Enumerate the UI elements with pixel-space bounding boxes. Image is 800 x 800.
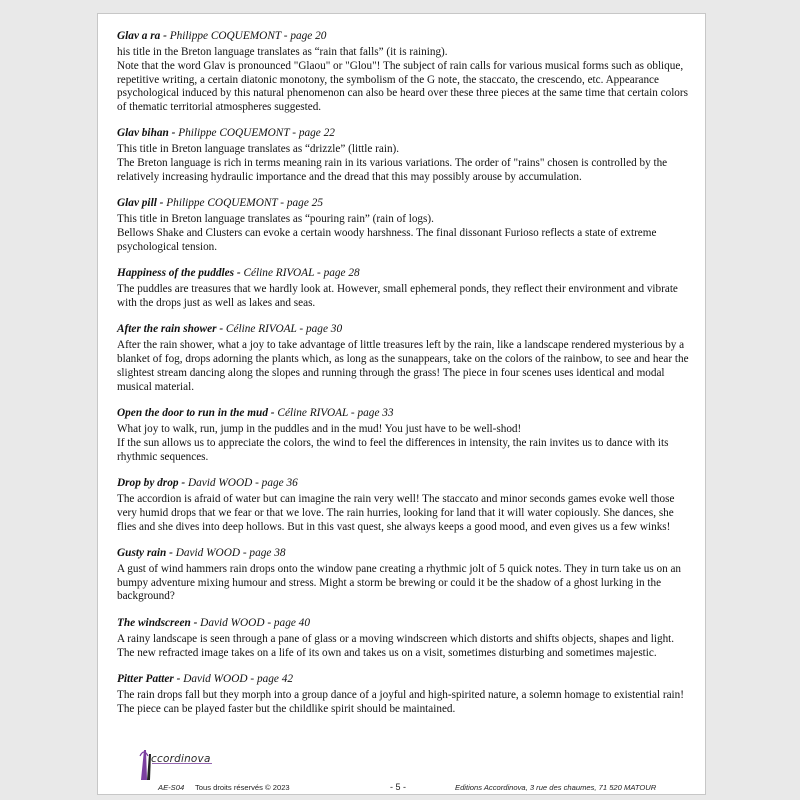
piece-section xyxy=(117,672,689,717)
piece-author-page: David WOOD - page 36 xyxy=(187,476,298,489)
piece-description: The Breton language is rich in terms meaning rain in its various variations. The order of "rains" chosen is controlled by the relatively increasing hydraulic importance and the dread that this may possibly arouse by accumulation. xyxy=(117,157,668,184)
piece-author-page: Céline RIVOAL - page 28 xyxy=(243,267,360,280)
piece-title: Glav a ra xyxy=(117,30,161,42)
piece-description: The accordion is afraid of water but can imagine the rain very well! The staccato and minor seconds games evoke well those very humid drops that we fear or that we love. The rain hurries, looking for land that it will water copiously. She dances, she flies and she dives into deep hollows. But in this vast quest, she always keeps a good mood, and even gives us a few winks! xyxy=(117,492,675,533)
piece-heading xyxy=(117,266,689,280)
piece-description: A gust of wind hammers rain drops onto the window pane creating a rhythmic jolt of 5 quick notes. They in turn take us on an bumpy adventure mixing humour and stress. Might a storm be brewing or could it be the shadow of a ghost lurking in the background? xyxy=(117,562,682,603)
piece-description: This title in Breton language translates as “drizzle” (little rain). xyxy=(117,143,400,156)
piece-heading xyxy=(117,322,689,336)
piece-author-page: David WOOD - page 38 xyxy=(175,546,286,559)
piece-description: This title in Breton language translates as “pouring rain” (rain of logs). xyxy=(117,213,434,226)
heading-separator: - xyxy=(156,197,167,210)
piece-section xyxy=(117,406,689,464)
heading-separator: - xyxy=(234,267,244,280)
piece-author-page: Céline RIVOAL - page 33 xyxy=(277,407,394,420)
piece-author-page: Philippe COQUEMONT - page 25 xyxy=(166,197,323,210)
piece-heading xyxy=(117,406,689,420)
piece-title: Pitter Patter xyxy=(117,672,174,685)
piece-section xyxy=(117,616,689,661)
piece-description: What joy to walk, run, jump in the puddles and in the mud! You just have to be well-shod! xyxy=(117,423,522,436)
copyright-notice: Tous droits réservés © 2023 xyxy=(195,783,290,792)
piece-author-page: Philippe COQUEMONT - page 20 xyxy=(169,30,327,42)
publisher-address: Editions Accordinova, 3 rue des chaumes, 71 520 MATOUR xyxy=(455,783,657,792)
piece-title: Glav pill xyxy=(117,197,157,210)
piece-section xyxy=(117,476,689,534)
piece-heading xyxy=(117,196,689,210)
piece-title: The windscreen xyxy=(117,616,191,629)
accordinova-logo xyxy=(138,746,216,780)
catalog-code: AE-S04 xyxy=(158,783,185,792)
page-number: - 5 - xyxy=(390,782,407,792)
piece-description: his title in the Breton language translates as “rain that falls” (it is raining). xyxy=(117,46,448,58)
piece-heading xyxy=(117,546,689,560)
piece-heading xyxy=(117,29,689,43)
heading-separator: - xyxy=(160,30,170,42)
piece-author-page: David WOOD - page 40 xyxy=(200,616,310,629)
piece-section xyxy=(117,266,689,311)
piece-title: Drop by drop xyxy=(117,476,179,489)
page-footer xyxy=(98,746,705,794)
piece-section xyxy=(117,29,689,115)
piece-author-page: Céline RIVOAL - page 30 xyxy=(225,323,343,336)
piece-description: The puddles are treasures that we hardly look at. However, small ephemeral ponds, they reflect their environment and vibrate with the drops just as well as lakes and seas. xyxy=(117,283,678,310)
logo-text: ccordinova xyxy=(151,753,211,765)
piece-section xyxy=(117,322,689,394)
piece-section xyxy=(117,126,689,184)
piece-section xyxy=(117,196,689,254)
piece-title: Happiness of the puddles xyxy=(117,267,235,280)
piece-title: Open the door to run in the mud xyxy=(117,407,268,420)
piece-description: If the sun allows us to appreciate the colors, the wind to feel the differences in intensity, the rain invites us to dance with its rhythmic sequences. xyxy=(117,436,669,463)
piece-description: Bellows Shake and Clusters can evoke a certain woody harshness. The final dissonant Furioso reflects a state of extreme psychological tension. xyxy=(117,227,657,253)
heading-separator: - xyxy=(190,616,201,629)
heading-separator: - xyxy=(216,323,226,336)
heading-separator: - xyxy=(168,127,179,140)
piece-heading xyxy=(117,126,689,140)
heading-separator: - xyxy=(267,407,278,420)
piece-description: A rainy landscape is seen through a pane of glass or a moving windscreen which distorts and shifts objects, shapes and light. The new refracted image takes on a life of its own and takes us on a visit, sometimes disturbing and sometimes majestic. xyxy=(117,632,675,659)
piece-heading xyxy=(117,672,689,686)
heading-separator: - xyxy=(178,476,188,489)
piece-description: Note that the word Glav is pronounced "Glaou" or "Glou"! The subject of rain calls for various musical forms such as oblique, repetitive writing, a certain diatonic monotony, the symbolism of the G note, the staccato, the crescendo, etc. Appearance psychological induced by this natural phenomenon can also be heard over these three pieces at the same time that certain colors of thematic territorial atmospheres suggested. xyxy=(117,59,688,114)
piece-title: After the rain shower xyxy=(117,323,217,336)
piece-description: After the rain shower, what a joy to take advantage of little treasures left by the rain, like a landscape rendered mysterious by a blanket of fog, drops adorning the plants which, as long as the sunappears, take on the colors of the rainbow, to see and hear the slightest stream dancing along the slopes and running through the grass! The piece in four scenes uses identical and modal musical material. xyxy=(117,339,689,393)
piece-description: The rain drops fall but they morph into a group dance of a joyful and high-spirited nature, a solemn homage to existential rain! The piece can be played faster but the childlike spirit should be maintained. xyxy=(117,688,684,715)
piece-heading xyxy=(117,476,689,490)
piece-section xyxy=(117,546,689,604)
piece-author-page: Philippe COQUEMONT - page 22 xyxy=(178,127,335,140)
piece-title: Glav bihan xyxy=(117,127,169,140)
page-content xyxy=(117,29,689,728)
piece-author-page: David WOOD - page 42 xyxy=(183,672,294,685)
piece-title: Gusty rain xyxy=(117,546,167,559)
heading-separator: - xyxy=(166,546,176,559)
heading-separator: - xyxy=(173,672,184,685)
piece-heading xyxy=(117,616,689,630)
document-page xyxy=(97,13,706,795)
